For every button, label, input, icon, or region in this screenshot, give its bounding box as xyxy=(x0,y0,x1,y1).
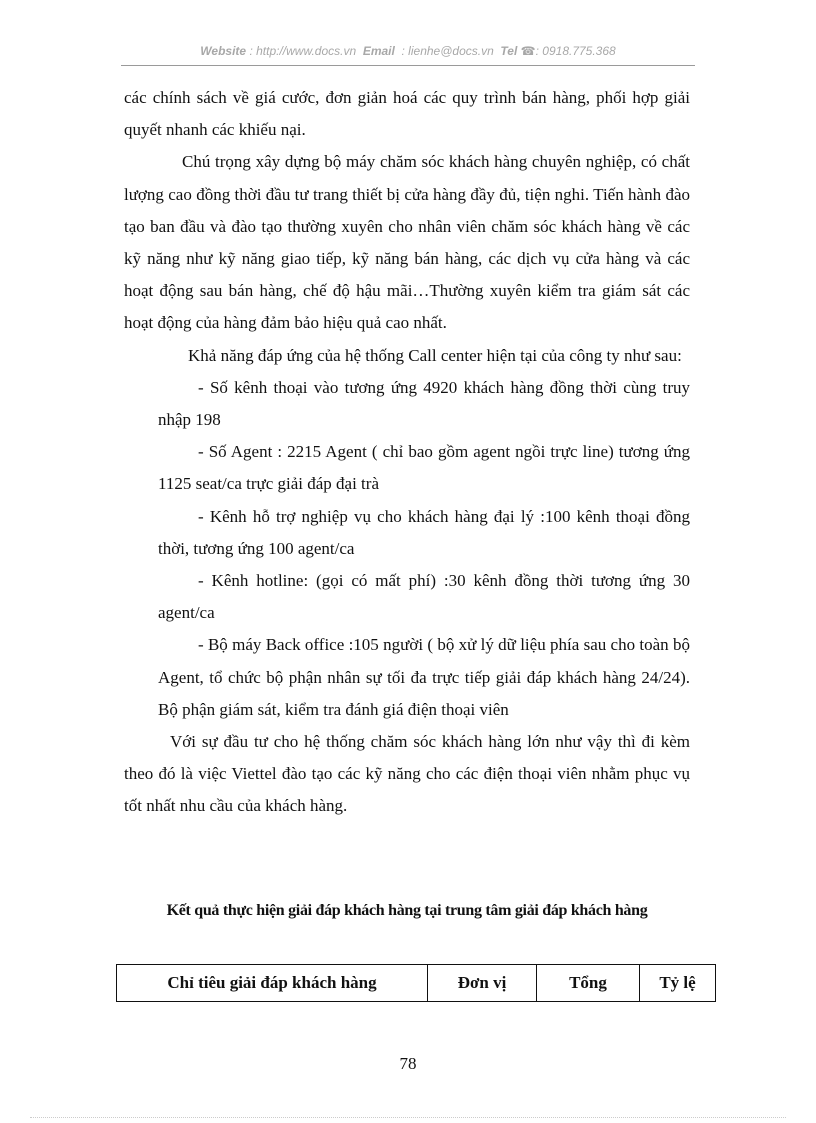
list-item: - Số kênh thoại vào tương ứng 4920 khách hàng đồng thời cùng truy nhập 198 xyxy=(158,377,690,430)
list-item: - Số Agent : 2215 Agent ( chỉ bao gồm agent ngồi trực line) tương ứng 1125 seat/ca trực giải đáp đại trà xyxy=(158,442,690,494)
table-header-cell: Tỷ lệ xyxy=(640,965,716,1002)
email-value: : lienhe@docs.vn xyxy=(401,44,494,58)
paragraph: Khả năng đáp ứng của hệ thống Call center hiện tại của công ty như sau: xyxy=(188,345,682,365)
tel-label: Tel xyxy=(500,44,518,58)
list-item: - Bộ máy Back office :105 người ( bộ xử lý dữ liệu phía sau cho toàn bộ Agent, tổ chức bộ phận nhân sự tối đa trực tiếp giải đáp khách hàng 24/24). Bộ phận giám sát, kiểm tra đánh giá điện thoại viên xyxy=(158,635,690,719)
table-header-cell: Đơn vị xyxy=(428,965,537,1002)
paragraph: các chính sách về giá cước, đơn giản hoá các quy trình bán hàng, phối hợp giải quyết nhanh các khiếu nại. xyxy=(124,88,690,140)
website-label: Website xyxy=(200,44,247,58)
table-header-cell: Chỉ tiêu giải đáp khách hàng xyxy=(117,965,428,1002)
list-item: - Kênh hỗ trợ nghiệp vụ cho khách hàng đại lý :100 kênh thoại đồng thời, tương ứng 100 agent/ca xyxy=(158,506,690,558)
footer-divider xyxy=(30,1117,786,1118)
table-title: Kết quả thực hiện giải đáp khách hàng tại trung tâm giải đáp khách hàng xyxy=(166,902,648,919)
body-text xyxy=(124,82,690,823)
page-number: 78 xyxy=(399,1054,417,1073)
table-header-cell: Tổng xyxy=(537,965,640,1002)
table-header-row xyxy=(117,965,716,1002)
list-item: - Kênh hotline: (gọi có mất phí) :30 kênh đồng thời tương ứng 30 agent/ca xyxy=(158,571,690,623)
header-divider xyxy=(121,65,695,66)
paragraph: Chú trọng xây dựng bộ máy chăm sóc khách hàng chuyên nghiệp, có chất lượng cao đồng thời đầu tư trang thiết bị cửa hàng đầy đủ, tiện nghi. Tiến hành đào tạo ban đầu và đào tạo thường xuyên cho nhân viên chăm sóc khách hàng về các kỹ năng như kỹ năng giao tiếp, kỹ năng bán hàng, các dịch vụ cửa hàng và các hoạt động sau bán hàng, chế độ hậu mãi…Thường xuyên kiểm tra giám sát các hoạt động của hàng đảm bảo hiệu quả cao nhất. xyxy=(124,152,690,333)
paragraph: Với sự đầu tư cho hệ thống chăm sóc khách hàng lớn như vậy thì đi kèm theo đó là việc Viettel đào tạo các kỹ năng cho các điện thoại viên nhằm phục vụ tốt nhất nhu cầu của khách hàng. xyxy=(124,732,690,816)
page-header xyxy=(120,44,696,58)
email-label: Email xyxy=(362,44,395,58)
tel-value: : 0918.775.368 xyxy=(535,44,616,58)
results-table xyxy=(116,964,716,1002)
phone-icon: ☎ xyxy=(520,44,536,58)
website-value: : http://www.docs.vn xyxy=(249,44,357,58)
